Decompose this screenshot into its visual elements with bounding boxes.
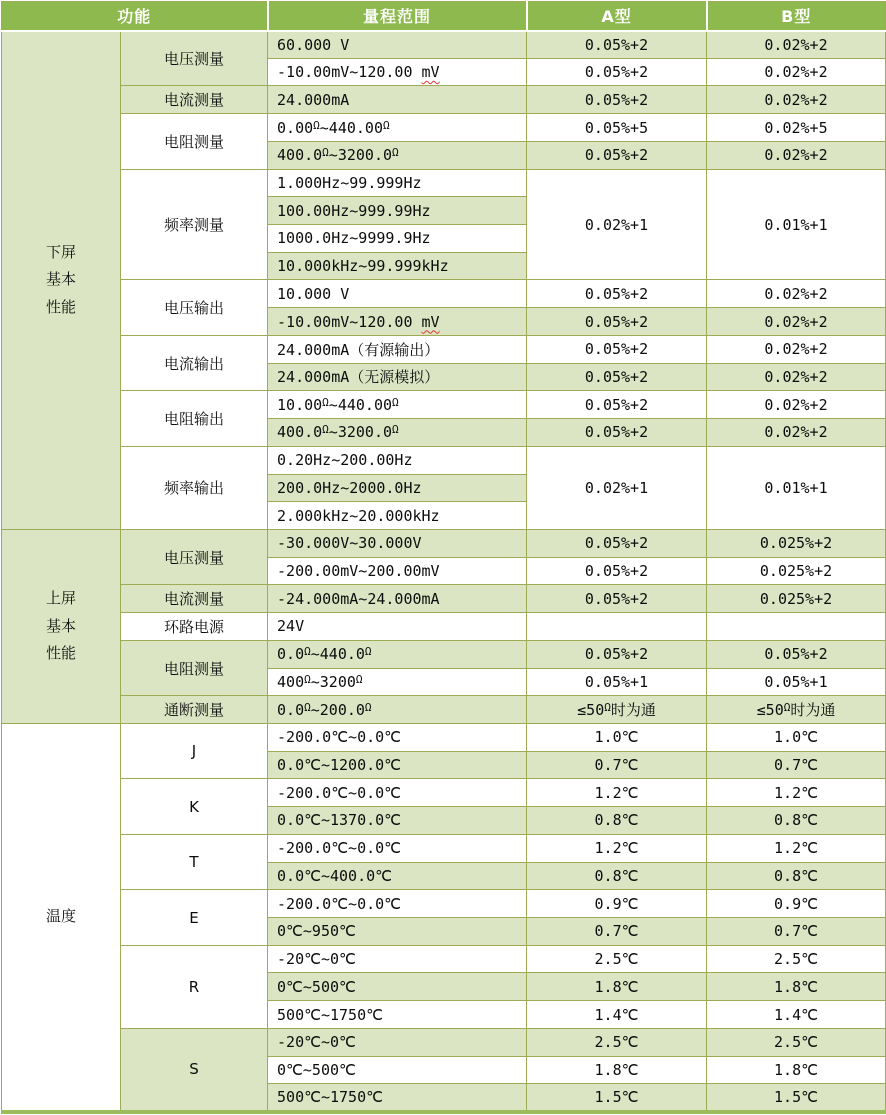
range-text: -10.00mV~120.00	[277, 63, 422, 82]
type-b-cell: 0.02%+5	[707, 114, 886, 142]
section-cell	[2, 529, 121, 723]
function-cell: 通断测量	[121, 696, 268, 724]
table-row	[2, 86, 886, 114]
type-a-cell: 1.5℃	[527, 1084, 707, 1112]
type-b-cell: 1.8℃	[707, 973, 886, 1001]
table-row	[2, 31, 886, 59]
table-row	[2, 723, 886, 751]
range-cell: 0.0℃~1370.0℃	[268, 807, 527, 835]
type-a-cell: 1.4℃	[527, 1001, 707, 1029]
range-cell: 60.000 V	[268, 31, 527, 59]
section-label-line: 性能	[45, 298, 76, 317]
type-b-cell	[707, 613, 886, 641]
section-cell	[2, 723, 121, 1112]
range-cell: 0℃~500℃	[268, 973, 527, 1001]
range-cell: -20℃~0℃	[268, 945, 527, 973]
type-a-cell: 0.05%+2	[527, 557, 707, 585]
type-b-cell: 1.5℃	[707, 1084, 886, 1112]
type-b-cell: 1.0℃	[707, 723, 886, 751]
range-cell: $10.00^\Omega\sim 440.00^\Omega$	[268, 391, 527, 419]
squiggle-text: mV	[421, 63, 440, 82]
function-cell: 环路电源	[121, 613, 268, 641]
section-label-line: 温度	[45, 907, 76, 926]
function-cell: 电压测量	[121, 529, 268, 584]
range-cell: -200.0℃~0.0℃	[268, 890, 527, 918]
header-type-b: B型	[707, 2, 886, 31]
table-row	[2, 640, 886, 668]
function-cell: 电阻输出	[121, 391, 268, 446]
type-a-cell: 0.05%+2	[527, 335, 707, 363]
type-a-cell: 0.02%+1	[527, 446, 707, 529]
type-b-cell: 1.8℃	[707, 1056, 886, 1084]
type-b-cell: 0.05%+1	[707, 668, 886, 696]
range-cell	[268, 58, 527, 86]
function-cell: 电压输出	[121, 280, 268, 335]
table-row	[2, 613, 886, 641]
type-b-cell: 0.025%+2	[707, 557, 886, 585]
type-a-cell: 0.05%+2	[527, 529, 707, 557]
type-a-cell: $\le 50^\Omega$时为通	[527, 696, 707, 724]
type-b-cell: 0.02%+2	[707, 363, 886, 391]
function-cell: 频率输出	[121, 446, 268, 529]
type-a-cell: 0.05%+2	[527, 280, 707, 308]
type-a-cell	[527, 613, 707, 641]
range-cell: 24.000mA	[268, 86, 527, 114]
type-a-cell: 0.05%+2	[527, 419, 707, 447]
type-b-cell: 0.01%+1	[707, 169, 886, 280]
range-cell: 0.20Hz~200.00Hz	[268, 446, 527, 474]
table-row	[2, 696, 886, 724]
type-a-cell: 0.05%+2	[527, 363, 707, 391]
range-cell: 0℃~500℃	[268, 1056, 527, 1084]
range-cell: 10.000 V	[268, 280, 527, 308]
function-cell: T	[121, 834, 268, 889]
section-label-line: 上屏	[45, 588, 76, 607]
squiggle-text: mV	[421, 312, 440, 331]
function-cell: 电流测量	[121, 86, 268, 114]
range-cell: -20℃~0℃	[268, 1028, 527, 1056]
type-a-cell: 0.05%+2	[527, 308, 707, 336]
table-row	[2, 114, 886, 142]
section-label-line: 基本	[45, 270, 76, 289]
type-b-cell: 0.02%+2	[707, 280, 886, 308]
type-a-cell: 0.05%+2	[527, 391, 707, 419]
function-cell: E	[121, 890, 268, 945]
range-cell: -200.0℃~0.0℃	[268, 723, 527, 751]
function-cell: 电流测量	[121, 585, 268, 613]
table-row	[2, 585, 886, 613]
type-b-cell: 0.02%+2	[707, 391, 886, 419]
header-type-a: A型	[527, 2, 707, 31]
type-a-cell: 0.05%+1	[527, 668, 707, 696]
type-b-cell: $\le 50^\Omega$时为通	[707, 696, 886, 724]
type-b-cell: 0.8℃	[707, 862, 886, 890]
type-a-cell: 1.2℃	[527, 779, 707, 807]
type-b-cell: 0.7℃	[707, 918, 886, 946]
type-a-cell: 0.05%+2	[527, 585, 707, 613]
range-cell: 24V	[268, 613, 527, 641]
type-a-cell: 0.7℃	[527, 751, 707, 779]
type-b-cell: 0.05%+2	[707, 640, 886, 668]
type-b-cell: 0.025%+2	[707, 529, 886, 557]
function-cell: 电压测量	[121, 31, 268, 86]
section-label-line: 性能	[45, 644, 76, 663]
range-cell: $0.0^\Omega\sim 440.0^\Omega$	[268, 640, 527, 668]
type-b-cell: 0.02%+2	[707, 308, 886, 336]
type-b-cell: 0.7℃	[707, 751, 886, 779]
type-a-cell: 1.0℃	[527, 723, 707, 751]
type-b-cell: 0.01%+1	[707, 446, 886, 529]
header-row	[2, 2, 886, 31]
range-cell: 24.000mA（无源模拟）	[268, 363, 527, 391]
function-cell: 电阻测量	[121, 114, 268, 169]
type-b-cell: 0.02%+2	[707, 58, 886, 86]
section-label-line: 下屏	[45, 242, 76, 261]
range-cell: 0℃~950℃	[268, 918, 527, 946]
table-row	[2, 890, 886, 918]
type-a-cell: 1.8℃	[527, 1056, 707, 1084]
range-cell: 0.0℃~1200.0℃	[268, 751, 527, 779]
type-a-cell: 1.2℃	[527, 834, 707, 862]
range-cell: -30.000V~30.000V	[268, 529, 527, 557]
type-a-cell: 2.5℃	[527, 1028, 707, 1056]
type-a-cell: 0.9℃	[527, 890, 707, 918]
type-a-cell: 2.5℃	[527, 945, 707, 973]
range-text: -10.00mV~120.00	[277, 312, 422, 331]
type-b-cell: 1.4℃	[707, 1001, 886, 1029]
section-cell	[2, 31, 121, 530]
table-row	[2, 779, 886, 807]
section-label-line: 基本	[45, 616, 76, 635]
type-a-cell: 0.8℃	[527, 807, 707, 835]
range-cell: 0.0℃~400.0℃	[268, 862, 527, 890]
range-cell: 24.000mA（有源输出）	[268, 335, 527, 363]
type-b-cell: 0.8℃	[707, 807, 886, 835]
type-b-cell: 0.02%+2	[707, 31, 886, 59]
table-row	[2, 945, 886, 973]
function-cell: K	[121, 779, 268, 834]
range-cell: -200.00mV~200.00mV	[268, 557, 527, 585]
type-a-cell: 0.8℃	[527, 862, 707, 890]
range-cell: -24.000mA~24.000mA	[268, 585, 527, 613]
range-cell: -200.0℃~0.0℃	[268, 834, 527, 862]
type-b-cell: 2.5℃	[707, 1028, 886, 1056]
type-b-cell: 1.2℃	[707, 834, 886, 862]
table-row	[2, 529, 886, 557]
table-row	[2, 169, 886, 197]
function-cell: R	[121, 945, 268, 1028]
range-cell: 1.000Hz~99.999Hz	[268, 169, 527, 197]
type-a-cell: 0.05%+2	[527, 31, 707, 59]
table-row	[2, 335, 886, 363]
type-b-cell: 1.2℃	[707, 779, 886, 807]
range-cell: $400.0^\Omega\sim 3200.0^\Omega$	[268, 141, 527, 169]
type-a-cell: 0.7℃	[527, 918, 707, 946]
table-row	[2, 834, 886, 862]
type-b-cell: 0.02%+2	[707, 419, 886, 447]
range-cell: 200.0Hz~2000.0Hz	[268, 474, 527, 502]
table-row	[2, 446, 886, 474]
type-b-cell: 0.02%+2	[707, 86, 886, 114]
function-cell: 电流输出	[121, 335, 268, 390]
type-a-cell: 0.05%+5	[527, 114, 707, 142]
table-row	[2, 391, 886, 419]
type-b-cell: 0.02%+2	[707, 141, 886, 169]
function-cell: 频率测量	[121, 169, 268, 280]
header-function: 功能	[2, 2, 268, 31]
type-a-cell: 0.05%+2	[527, 141, 707, 169]
function-cell: 电阻测量	[121, 640, 268, 695]
range-cell: 500℃~1750℃	[268, 1001, 527, 1029]
range-cell	[268, 308, 527, 336]
header-range: 量程范围	[268, 2, 527, 31]
spec-table	[1, 1, 886, 1114]
table-row	[2, 1028, 886, 1056]
type-b-cell: 0.025%+2	[707, 585, 886, 613]
type-a-cell: 0.05%+2	[527, 86, 707, 114]
range-cell: 10.000kHz~99.999kHz	[268, 252, 527, 280]
range-cell: $0.0^\Omega\sim 200.0^\Omega$	[268, 696, 527, 724]
range-cell: $400.0^\Omega\sim 3200.0^\Omega$	[268, 419, 527, 447]
type-b-cell: 0.9℃	[707, 890, 886, 918]
type-a-cell: 1.8℃	[527, 973, 707, 1001]
range-cell: $400^\Omega\sim 3200^\Omega$	[268, 668, 527, 696]
type-a-cell: 0.05%+2	[527, 640, 707, 668]
range-cell: 500℃~1750℃	[268, 1084, 527, 1112]
function-cell: J	[121, 723, 268, 778]
type-a-cell: 0.02%+1	[527, 169, 707, 280]
function-cell: S	[121, 1028, 268, 1112]
range-cell: 2.000kHz~20.000kHz	[268, 502, 527, 530]
range-cell: -200.0℃~0.0℃	[268, 779, 527, 807]
table-row	[2, 280, 886, 308]
range-cell: 100.00Hz~999.99Hz	[268, 197, 527, 225]
range-cell: $0.00^\Omega\sim 440.00^\Omega$	[268, 114, 527, 142]
range-cell: 1000.0Hz~9999.9Hz	[268, 225, 527, 253]
type-b-cell: 0.02%+2	[707, 335, 886, 363]
type-a-cell: 0.05%+2	[527, 58, 707, 86]
type-b-cell: 2.5℃	[707, 945, 886, 973]
